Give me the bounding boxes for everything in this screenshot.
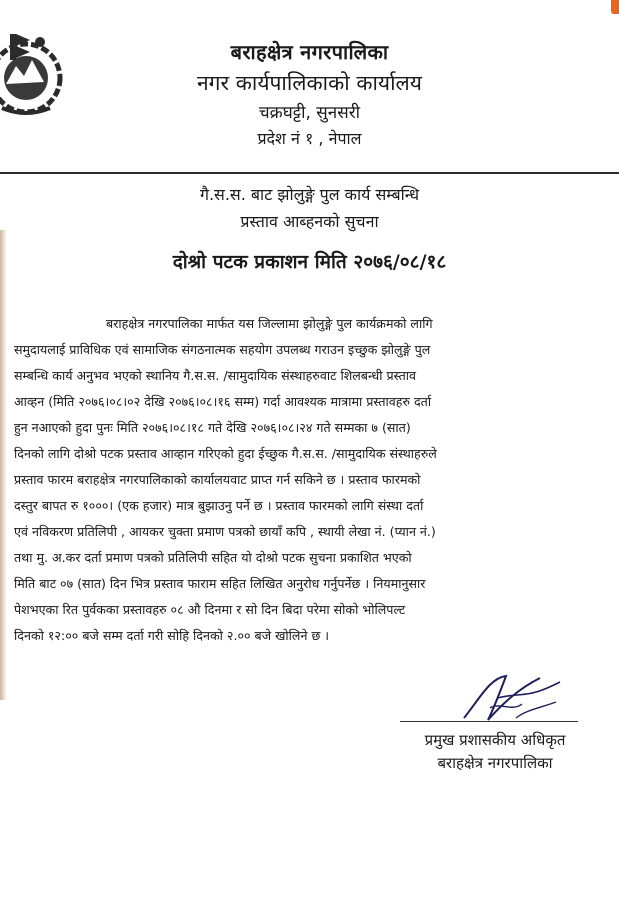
signatory-org: बराहक्षेत्र नगरपालिका: [437, 754, 553, 772]
body-line: पेशभएका रित पुर्वकका प्रस्तावहरु ०८ औ दिनमा र सो दिन बिदा परेमा सोको भोलिपल्ट: [14, 602, 406, 617]
office-name: नगर कार्यपालिकाको कार्यालय: [197, 71, 422, 95]
body-line: तथा मु. अ.कर दर्ता प्रमाण पत्रको प्रतिलिपी सहित यो दोश्रो पटक सुचना प्रकाशित भएको: [14, 550, 412, 565]
signature-line: [400, 721, 578, 722]
body-line: हुन नआएको हुदा पुनः मिति २०७६।०८।१८ गते देखि २०७६।०८।२४ गते सम्मका ७ (सात): [14, 420, 411, 435]
subject-line-2: प्रस्ताव आब्हनको सुचना: [240, 212, 379, 231]
body-line: प्रस्ताव फारम बराहक्षेत्र नगरपालिकाको कार्यालयवाट प्राप्त गर्न सकिने छ । प्रस्ताव फारमको: [14, 472, 421, 487]
body-line: एवं नविकरण प्रतिलिपी , आयकर चुक्ता प्रमाण पत्रको छायाँ कपि , स्थायी लेखा नं. (प्यान नं.): [14, 524, 436, 539]
body-line: आव्हन (मिति २०७६।०८।०२ देखि २०७६।०८।१६ सम्म) गर्दा आवश्यक मात्रामा प्रस्तावहरु दर्ता: [14, 394, 432, 409]
province-line: प्रदेश नं १ , नेपाल: [257, 129, 362, 148]
body-line: दस्तुर बापत रु १०००। (एक हजार) मात्र बुझाउनु पर्ने छ । प्रस्ताव फारमको लागि संस्था दर्ता: [14, 498, 424, 513]
body-line: दिनको लागि दोश्रो पटक प्रस्ताव आव्हान गरिएको हुदा ईच्छुक गै.स.स. /सामुदायिक संस्थाहरुले: [14, 446, 437, 461]
header-divider: [0, 172, 619, 174]
corner-mark: [611, 0, 619, 14]
subject-line-1: गै.स.स. बाट झोलुङ्गे पुल कार्य सम्बन्धि: [199, 185, 420, 204]
body-line: दिनको १२:०० बजे सम्म दर्ता गरी सोहि दिनको २.०० बजे खोलिने छ ।: [14, 628, 330, 643]
body-line: समुदायलाई प्राविधिक एवं सामाजिक संगठनात्मक सहयोग उपलब्ध गराउन इच्छुक झोलुङ्गे पुल: [14, 342, 431, 357]
publication-date-line: दोश्रो पटक प्रकाशन मिति २०७६/०८/१८: [172, 251, 447, 273]
signatory-title: प्रमुख प्रशासकीय अधिकृत: [424, 731, 566, 749]
body-line: बराहक्षेत्र नगरपालिका मार्फत यस जिल्लामा झोलुङ्गे पुल कार्यक्रमको लागि: [106, 316, 433, 331]
body-line: सम्बन्धि कार्य अनुभव भएको स्थानिय गै.स.स. /सामुदायिक संस्थाहरुवाट शिलबन्धी प्रस्ताव: [14, 368, 417, 383]
handwritten-signature-icon: [460, 668, 570, 724]
page-edge-shadow: [0, 230, 7, 700]
org-name: बराहक्षेत्र नगरपालिका: [230, 40, 389, 64]
body-line: मिति बाट ०७ (सात) दिन भित्र प्रस्ताव फाराम सहित लिखित अनुरोध गर्नुपर्नेछ । नियमानुसार: [14, 576, 426, 591]
office-location: चक्रघट्टी, सुनसरी: [258, 103, 361, 123]
